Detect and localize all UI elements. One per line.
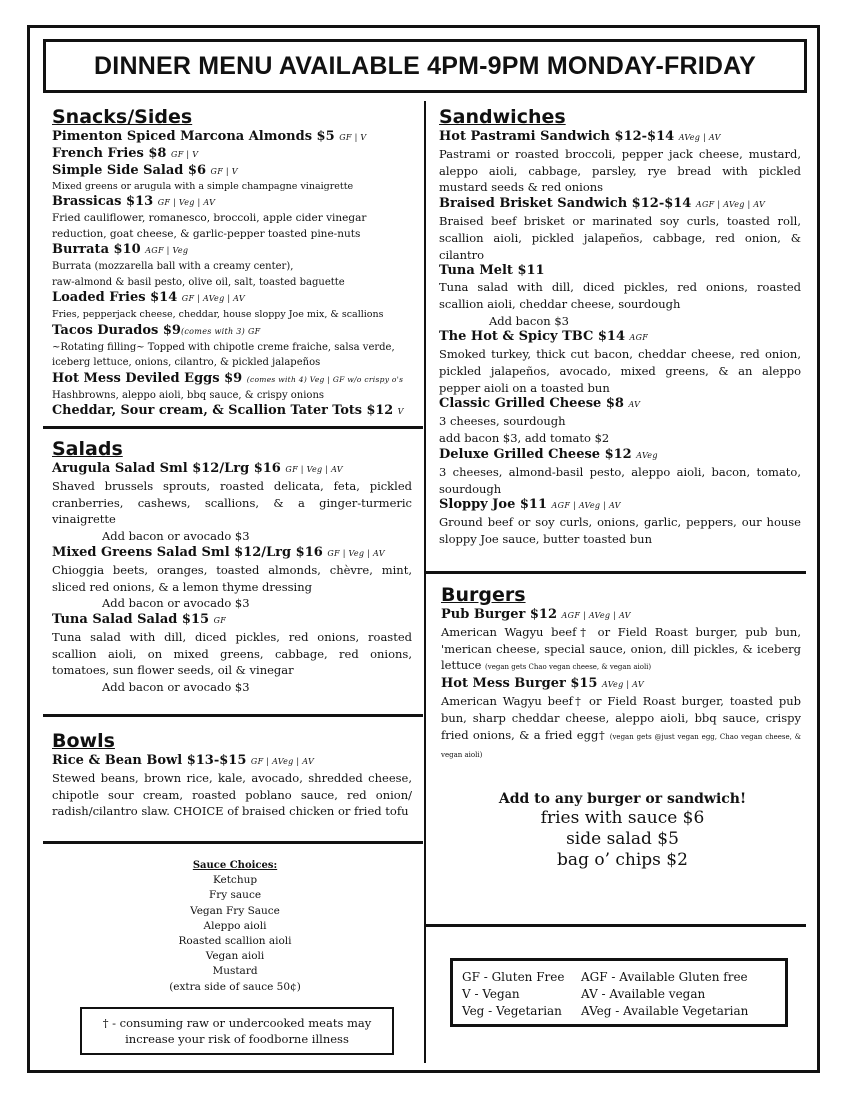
menu-item-name: Pub Burger $12 AGF | AVeg | AV <box>441 607 631 622</box>
menu-item-name: French Fries $8 GF | V <box>52 146 199 161</box>
diet-tag: GF | V <box>339 133 367 142</box>
sauce-choices-title: Sauce Choices: <box>192 860 278 871</box>
diet-tag: GF | AVeg | AV <box>250 757 315 766</box>
snacks-section <box>52 106 414 420</box>
diet-tag: V <box>397 406 404 416</box>
menu-item-description: Stewed beans, brown rice, kale, avocado, shredded cheese, chipotle sour cream, roasted poblano sauce, red onion/ radish/cilantro slaw. CHOICE of braised chicken or fried tofu <box>52 771 412 819</box>
legend-left-column <box>462 969 564 1020</box>
diet-tag: GF | AVeg | AV <box>181 294 245 303</box>
menu-item-description: 3 cheeses, sourdough <box>439 414 566 429</box>
divider-left-1 <box>43 426 423 429</box>
section-title-sandwiches: Sandwiches <box>439 106 566 128</box>
addon-item: side salad $5 <box>566 829 679 849</box>
salads-section <box>52 438 412 696</box>
menu-item-name: Tuna Salad Salad $15 GF <box>52 611 227 627</box>
vegan-note: (vegan gets @just vegan egg, Chao vegan cheese, & vegan aioli) <box>441 732 801 760</box>
sandwiches-section <box>439 106 801 548</box>
menu-item-description: Tuna salad with dill, diced pickles, red onions, roasted scallion aioli, on mixed greens, cabbage, red onions, tomatoes, sun flower seeds, oil & vinegar <box>52 629 412 678</box>
sauce-item: Ketchup <box>212 874 258 887</box>
bowls-section <box>52 730 412 820</box>
addon-note: Add bacon or avocado $3 <box>102 680 250 695</box>
divider-right-1 <box>426 571 806 574</box>
legend-entry: V - Vegan <box>462 987 520 1001</box>
divider-left-2 <box>43 714 423 717</box>
menu-item-description: Ground beef or soy curls, onions, garlic, peppers, our house sloppy Joe sauce, butter toasted bun <box>439 515 801 546</box>
sauce-extra-note: (extra side of sauce 50¢) <box>169 980 301 993</box>
menu-item-name: Tacos Durados $9(comes with 3) GF <box>52 322 261 338</box>
menu-item-description: Chioggia beets, oranges, toasted almonds, chèvre, mint, sliced red onions, & a lemon thyme dressing <box>52 562 412 594</box>
diet-tag: GF | V <box>210 167 238 176</box>
diet-tag: AGF | AVeg | AV <box>561 611 631 620</box>
burgers-section <box>441 584 801 764</box>
menu-item-description: Fried cauliflower, romanesco, broccoli, apple cider vinegar reduction, goat cheese, & garlic-pepper toasted pine-nuts <box>52 212 367 240</box>
divider-right-2 <box>426 924 806 927</box>
menu-item-name: Sloppy Joe $11 AGF | AVeg | AV <box>439 497 621 513</box>
legend-entry: AV - Available vegan <box>581 987 706 1001</box>
diet-tag: GF | Veg | AV <box>285 465 343 474</box>
section-title-burgers: Burgers <box>441 584 526 606</box>
diet-tag: AGF | AVeg | AV <box>551 501 621 511</box>
sauce-item: Roasted scallion aioli <box>178 935 292 948</box>
menu-item-name: The Hot & Spicy TBC $14 AGF <box>439 329 649 345</box>
addon-note: Add bacon $3 <box>489 313 569 328</box>
diet-tag: AVeg | AV <box>602 680 644 690</box>
menu-item-description: Pastrami or roasted broccoli, pepper jack cheese, mustard, aleppo aioli, cabbage, parsley, rye bread with pickled mustard seeds & red onions <box>439 147 801 195</box>
diet-tag: GF <box>213 615 227 625</box>
diet-tag: AGF | AVeg | AV <box>695 200 766 210</box>
diet-tag: GF | Veg | AV <box>327 548 385 558</box>
page-title: DINNER MENU AVAILABLE 4PM-9PM MONDAY-FRIDAY <box>94 51 756 80</box>
menu-item-name: Hot Mess Deviled Eggs $9 (comes with 4) Veg | GF w/o crispy o's <box>52 370 404 386</box>
diet-tag: GF | V <box>171 150 199 159</box>
title-banner <box>43 39 807 93</box>
menu-item-name: Rice & Bean Bowl $13-$15 GF | AVeg | AV <box>52 753 315 768</box>
sauce-choices <box>150 858 320 995</box>
section-title-snacks: Snacks/Sides <box>52 106 193 128</box>
diet-tag: (comes with 4) Veg | GF w/o crispy o's <box>246 374 404 384</box>
diet-tag: GF | Veg | AV <box>157 198 216 207</box>
sauce-item: Vegan Fry Sauce <box>190 904 280 917</box>
legend-entry: AVeg - Available Vegetarian <box>581 1004 749 1018</box>
menu-item-description: Hashbrowns, aleppo aioli, bbq sauce, & crispy onions <box>52 389 325 401</box>
menu-item-description: Braised beef brisket or marinated soy curls, toasted roll, scallion aioli, pickled jalapeños, cabbage, red onion, & cilantro <box>439 214 801 262</box>
menu-item-name: Hot Mess Burger $15 AVeg | AV <box>441 676 644 692</box>
menu-item-name: Mixed Greens Salad Sml $12/Lrg $16 GF | Veg | AV <box>52 544 385 560</box>
vegan-note: (vegan gets Chao vegan cheese, & vegan aioli) <box>485 663 652 672</box>
menu-item-name: Brassicas $13 GF | Veg | AV <box>52 194 216 209</box>
warning-text: † - consuming raw or undercooked meats may increase your risk of foodborne illness <box>102 1016 372 1046</box>
divider-left-3 <box>43 841 423 844</box>
menu-item-name: Cheddar, Sour cream, & Scallion Tater Tots $12 V <box>52 402 404 418</box>
diet-tag: AVeg | AV <box>678 133 721 142</box>
addon-note: Add bacon or avocado $3 <box>102 596 250 611</box>
addon-item: bag o’ chips $2 <box>557 850 688 870</box>
section-title-salads: Salads <box>52 438 123 460</box>
menu-item-name: Deluxe Grilled Cheese $12 AVeg <box>439 446 658 462</box>
diet-tag: AV <box>628 400 641 410</box>
legend-entry: Veg - Vegetarian <box>462 1004 562 1018</box>
menu-item-description: Burrata (mozzarella ball with a creamy center), <box>52 261 294 272</box>
menu-item-name: Braised Brisket Sandwich $12-$14 AGF | AVeg | AV <box>439 196 766 212</box>
menu-item-description: American Wagyu beef† or Field Roast burger, pub bun, 'merican cheese, special sauce, onion, dill pickles, & iceberg lettuce (vegan gets Chao vegan cheese, & vegan aioli) <box>441 625 801 673</box>
column-divider <box>424 101 426 1063</box>
diet-legend <box>450 958 788 1027</box>
menu-item-name: Tuna Melt $11 <box>439 263 545 279</box>
addons-block <box>440 790 805 871</box>
legend-entry: GF - Gluten Free <box>462 970 565 984</box>
menu-item-name: Simple Side Salad $6 GF | V <box>52 163 238 178</box>
menu-item-name: Hot Pastrami Sandwich $12-$14 AVeg | AV <box>439 129 721 144</box>
menu-item-name: Burrata $10 AGF | Veg <box>52 242 189 257</box>
menu-item-description: 3 cheeses, almond-basil pesto, aleppo aioli, bacon, tomato, sourdough <box>439 464 801 496</box>
menu-item-name: Pimenton Spiced Marcona Almonds $5 GF | V <box>52 129 367 144</box>
menu-item-description: Tuna salad with dill, diced pickles, red onions, roasted scallion aioli, cheddar cheese, sourdough <box>439 280 801 311</box>
addons-heading: Add to any burger or sandwich! <box>498 791 747 807</box>
sauce-item: Fry sauce <box>208 889 262 902</box>
menu-item-description: add bacon $3, add tomato $2 <box>439 431 610 446</box>
addon-note: Add bacon or avocado $3 <box>102 529 250 544</box>
addon-item: fries with sauce $6 <box>540 808 705 828</box>
sauce-item: Vegan aioli <box>205 950 265 963</box>
menu-item-description: raw-almond & basil pesto, olive oil, salt, toasted baguette <box>52 276 345 288</box>
menu-item-name: Classic Grilled Cheese $8 AV <box>439 396 641 412</box>
diet-tag: (comes with 3) GF <box>180 326 261 336</box>
menu-item-description: American Wagyu beef† or Field Roast burger, toasted pub bun, sharp cheddar cheese, aleppo aioli, bbq sauce, crispy fried onions, & a fried egg† (vegan gets @just vegan egg, Chao vegan cheese, & vegan aioli) <box>441 694 801 760</box>
section-title-bowls: Bowls <box>52 730 115 752</box>
diet-tag: AVeg <box>636 450 658 460</box>
menu-item-name: Arugula Salad Sml $12/Lrg $16 GF | Veg | AV <box>52 461 343 476</box>
menu-item-name: Loaded Fries $14 GF | AVeg | AV <box>52 290 245 305</box>
sauce-item: Mustard <box>212 965 258 978</box>
sauce-item: Aleppo aioli <box>203 919 267 932</box>
legend-right-column <box>581 969 748 1020</box>
menu-item-description: Smoked turkey, thick cut bacon, cheddar cheese, red onion, pickled jalapeños, avocado, mixed greens, & an aleppo pepper aioli on a toasted bun <box>439 347 801 395</box>
diet-tag: AGF | Veg <box>145 246 189 255</box>
menu-item-description: Fries, pepperjack cheese, cheddar, house sloppy Joe mix, & scallions <box>52 309 384 320</box>
menu-item-description: ~Rotating filling~ Topped with chipotle creme fraiche, salsa verde, iceberg lettuce, onions, cilantro, & pickled jalapeños <box>52 341 395 368</box>
menu-item-description: Shaved brussels sprouts, roasted delicata, feta, pickled cranberries, cashews, scallions, & a ginger-turmeric vinaigrette <box>52 479 412 527</box>
menu-item-description: Mixed greens or arugula with a simple champagne vinaigrette <box>52 181 354 192</box>
diet-tag: AGF <box>629 333 649 343</box>
foodborne-warning <box>80 1007 394 1055</box>
legend-entry: AGF - Available Gluten free <box>581 970 748 984</box>
